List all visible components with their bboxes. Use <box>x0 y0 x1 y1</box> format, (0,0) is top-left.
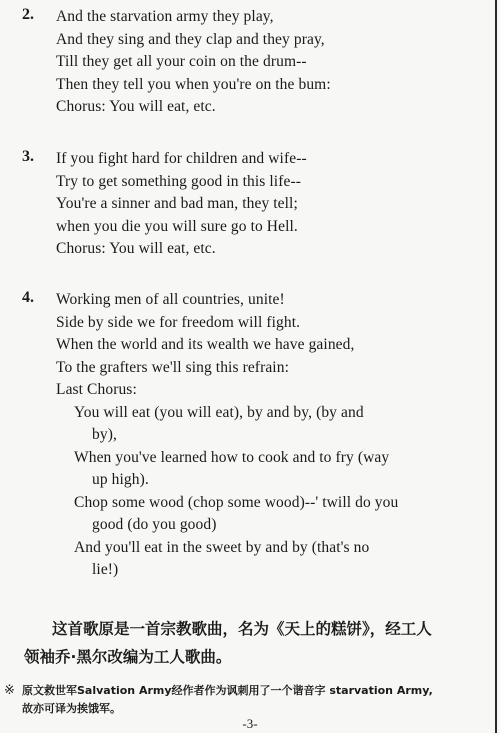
chinese-note-line: 领袖乔·黑尔改编为工人歌曲。 <box>24 648 232 666</box>
last-chorus-heading: Last Chorus: <box>56 381 137 398</box>
chinese-note <box>52 616 500 642</box>
chorus-line: You will eat (you will eat), by and by, (by and <box>74 403 364 421</box>
chorus-line: When you've learned how to cook and to fry (way <box>74 448 390 466</box>
footnote <box>22 682 492 718</box>
chorus-line-continuation: up high). <box>92 471 149 488</box>
verse-number: 2. <box>22 6 34 23</box>
lyric-line: And they sing and they clap and they pray, <box>56 30 325 48</box>
lyric-line: To the grafters we'll sing this refrain: <box>56 358 289 376</box>
lyric-line: when you die you will sure go to Hell. <box>56 217 298 235</box>
lyric-line: You're a sinner and bad man, they tell; <box>56 195 298 212</box>
chorus-reference: Chorus: You will eat, etc. <box>56 240 216 257</box>
verse-lines <box>56 148 307 261</box>
lyric-line: Try to get something good in this life-- <box>56 172 301 190</box>
chinese-note-line: 这首歌原是一首宗教歌曲，名为《天上的糕饼》，经工人 <box>52 620 432 638</box>
chorus-line-continuation: good (do you good) <box>92 516 217 533</box>
verse-number: 3. <box>22 148 34 165</box>
verse-lines <box>56 6 331 119</box>
lyric-line: When the world and its wealth we have gained, <box>56 336 355 353</box>
lyric-line: Working men of all countries, unite! <box>56 291 285 308</box>
lyric-line: And the starvation army they play, <box>56 8 274 25</box>
chorus-reference: Chorus: You will eat, etc. <box>56 98 216 115</box>
lyric-line: Side by side we for freedom will fight. <box>56 313 301 331</box>
lyric-line: Then they tell you when you're on the bum: <box>56 75 331 93</box>
lyric-line: If you fight hard for children and wife-- <box>56 150 307 167</box>
chorus-line: And you'll eat in the sweet by and by (that's no <box>74 538 370 556</box>
footnote-mark: ※ <box>4 682 15 697</box>
chorus-line-continuation: by), <box>92 426 117 443</box>
chorus-line-continuation: lie!) <box>92 561 119 578</box>
verse-lines <box>56 289 398 582</box>
footnote-line: 原文救世军Salvation Army经作者作为讽刺用了一个谐音字 starvation Army, <box>22 684 433 697</box>
page-number: -3- <box>242 716 258 731</box>
chinese-note-continued <box>24 644 479 670</box>
chorus-line: Chop some wood (chop some wood)--' twill do you <box>74 493 399 511</box>
verse-number: 4. <box>22 289 34 306</box>
footnote-line: 故亦可译为挨饿军。 <box>22 702 121 715</box>
lyric-line: Till they get all your coin on the drum-- <box>56 53 307 70</box>
